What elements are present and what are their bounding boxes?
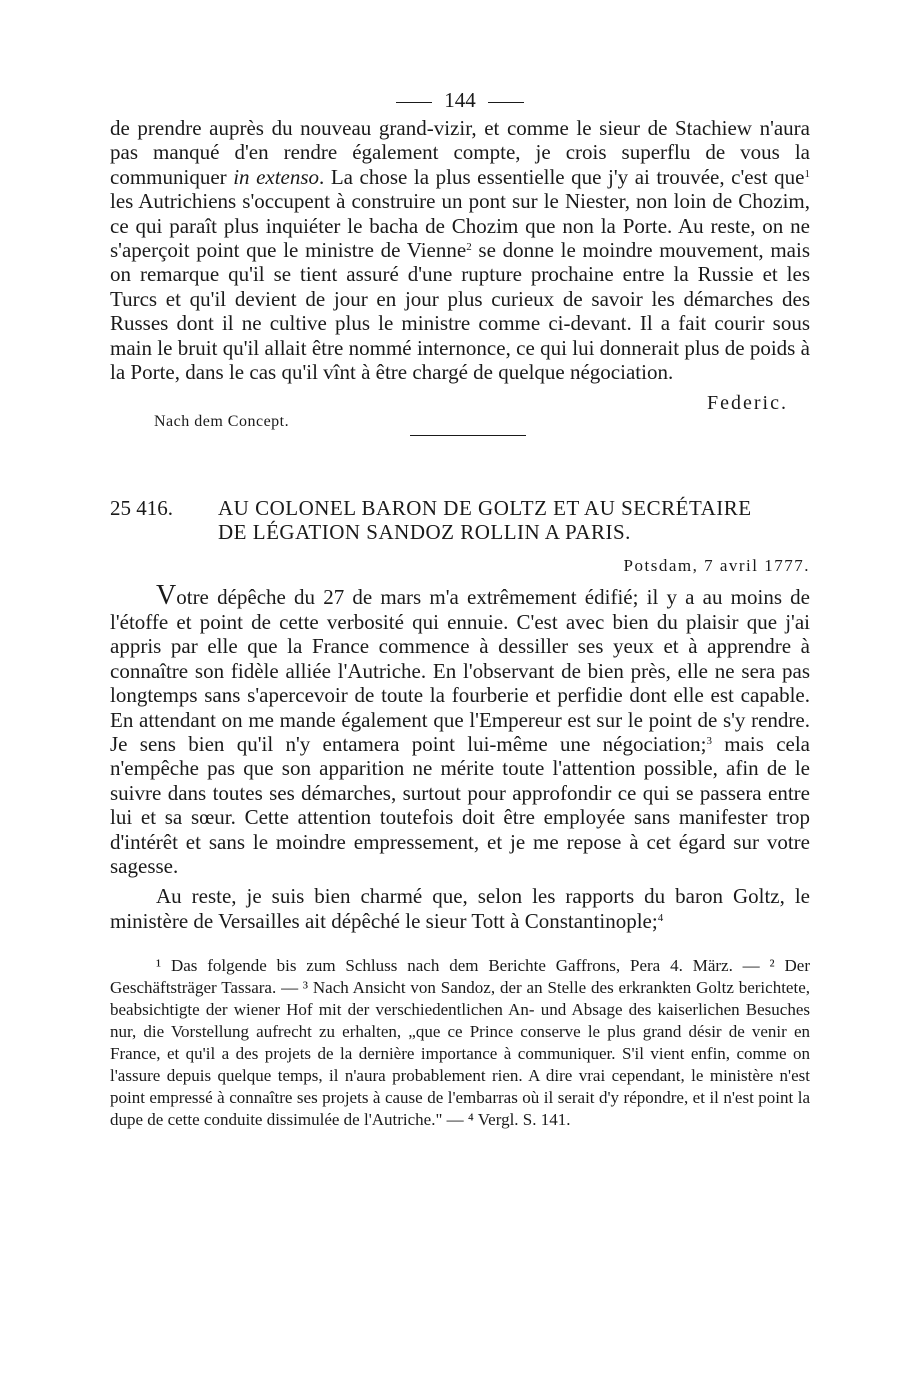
footnote-ref-3: 3 (706, 734, 712, 747)
letter-body (110, 580, 810, 933)
latin-phrase: in extenso (233, 164, 320, 189)
page-header (110, 84, 810, 116)
footnote-ref-4: 4 (657, 911, 664, 924)
footnotes-text: ¹ Das folgende bis zum Schluss nach dem Berichte Gaffrons, Pera 4. März. — ² Der Geschäftsträger Tassara. — ³ Nach Ansicht von Sandoz, der an Stelle des erkrankten Goltz berichtete, beabsichtigte der wiener Hof mit der verschiedentlichen An- und Absage des kaiserlichen Besuches nur, die Vorstellung aufrecht zu erhalten, „que ce Prince conserve le plus grand désir de venir en France, et qu'il a des projets de la dernière importance à communiquer. S'il vient enfin, comme on l'assure depuis quelque temps, il n'aura probablement rien. A dire vrai cependant, le ministère n'est point empressé à connaître ses projets à cause de l'embarras où il serait d'y répondre, et il n'est point la dupe de cette conduite dissimulée de l'Autriche." — ⁴ Vergl. S. 141. (110, 956, 810, 1130)
letter-paragraph-2: Au reste, je suis bien charmé que, selon les rapports du baron Goltz, le ministère de Versailles ait dépêché le sieur Tott à Constantinople;$^4$ (110, 884, 810, 933)
header-rule-right (488, 102, 524, 103)
letter-paragraph-1: Votre dépêche du 27 de mars m'a extrêmement édifié; il y a au moins de l'étoffe et point de cette verbosité qui ennuie. C'est avec bien du plaisir que j'ai appris par elle que la France commence à dessiller ses yeux et à apprendre à connaître son fidèle alliée l'Autriche. En l'observant de bien près, elle ne sera pas longtemps sans s'apercevoir de toute la fourberie et perfidie dont elle est capable. En attendant on me mande également que l'Empereur est sur le point de s'y rendre. Je sens bien qu'il n'y entamera point lui-même une négociation;$^3$ mais cela n'empêche pas que son apparition ne mérite toute l'attention possible, afin de le suivre dans toutes ses démarches, surtout pour approfondir ce qui se passera entre lui et sa sœur. Cette attention toutefois doit être employée sans manifester trop d'intérêt et sans le moindre empressement, et je me repose à cet égard sur votre sagesse. (110, 580, 810, 878)
initial-letter: V (156, 580, 177, 612)
footnote-ref-2: 2 (466, 241, 472, 254)
footnote-ref-1: 1 (804, 167, 810, 180)
letter-number: 25 416. (110, 496, 173, 521)
letter-heading (110, 496, 810, 544)
source-note: Nach dem Concept. (154, 413, 290, 431)
letter-title-line-1: AU COLONEL BARON DE GOLTZ ET AU SECRÉTAIRE (218, 496, 752, 521)
letter-title-line-2: DE LÉGATION SANDOZ ROLLIN A PARIS. (218, 520, 631, 545)
dateline: Potsdam, 7 avril 1777. (623, 556, 810, 576)
previous-letter-text (110, 116, 810, 384)
header-rule-left (396, 102, 432, 103)
signature: Federic. (707, 392, 788, 415)
previous-letter-paragraph: de prendre auprès du nouveau grand-vizir, et comme le sieur de Stachiew n'aura pas manqué d'en rendre également compte, je crois superflu de vous la communiquer in extenso. La chose la plus essentielle que j'y ai trouvée, c'est que$^1$ les Autrichiens s'occupent à construire un pont sur le Niester, non loin de Chozim, ce qui paraît plus inquiéter le bacha de Chozim que non la Porte. Au reste, on ne s'aperçoit point que le ministre de Vienne$^2$ se donne le moindre mouvement, mais on remarque qu'il se tient assuré d'une rupture prochaine entre la Russie et les Turcs et qu'il devient de jour en jour plus curieux de savoir les démarches des Russes dont il ne cultive plus le ministre comme ci-devant. Il a fait courir sous main le bruit qu'il allait être nommé internonce, ce qui lui donnerait plus de poids à la Porte, dans le cas qu'il vînt à être chargé de quelque négociation. (110, 116, 811, 385)
footnotes (110, 955, 810, 1131)
page (110, 84, 810, 1131)
page-number: 144 (444, 88, 476, 112)
section-separator (410, 435, 526, 436)
